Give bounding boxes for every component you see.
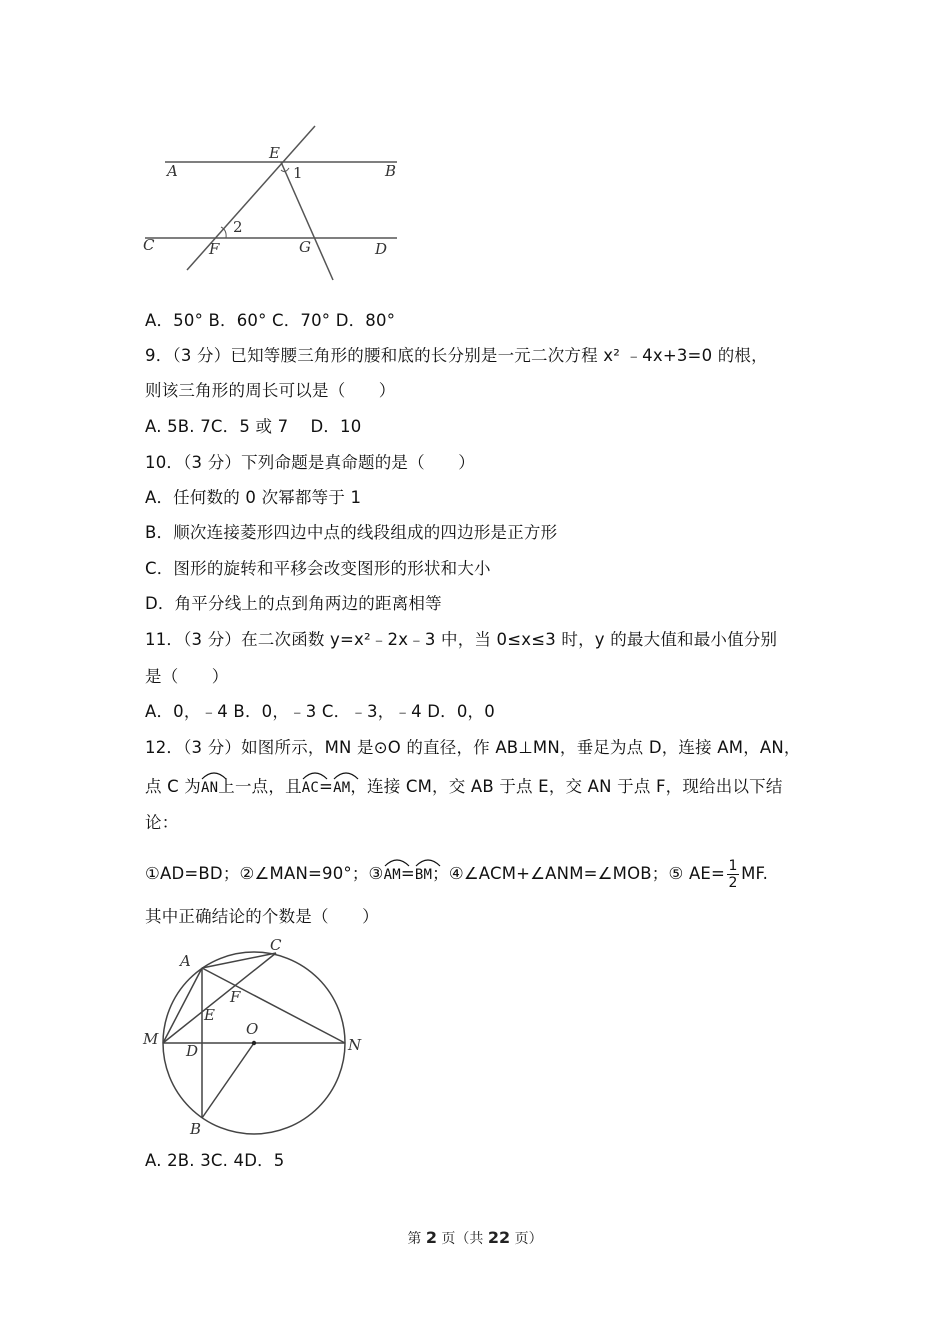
q12-conclusions-part1: ①AD=BD；②∠MAN=90°；③: [145, 864, 384, 883]
label-b: B: [385, 162, 397, 180]
label-m: M: [143, 1030, 159, 1048]
circle-figure: [138, 938, 378, 1138]
label-g: G: [299, 238, 311, 256]
q12-stem-line2: [145, 772, 783, 798]
q12-stem-line1: 12．（3 分）如图所示，MN 是⊙O 的直径，作 AB⊥MN，垂足为点 D，连接 AM，AN，: [145, 738, 801, 757]
arc-bm-label: BM: [414, 867, 433, 883]
label-angle-1: 1: [293, 164, 303, 182]
q10-option-c: C．图形的旋转和平移会改变图形的形状和大小: [145, 559, 491, 578]
label-a: A: [180, 952, 191, 970]
page-footer: [0, 1228, 950, 1248]
arc-am-2: [384, 859, 401, 885]
arc-ac-label: AC: [301, 780, 320, 796]
label-d: D: [375, 240, 388, 258]
center-point: [252, 1041, 256, 1045]
q12-text: ，连接 CM，交 AB 于点 E，交 AN 于点 F，现给出以下结: [350, 777, 783, 796]
label-o: O: [246, 1020, 259, 1038]
line-eg: [281, 162, 333, 280]
segment-ob: [202, 1043, 254, 1118]
arc-am-label: AM: [333, 780, 351, 796]
segment-am: [163, 968, 202, 1043]
q10-stem: 10．（3 分）下列命题是真命题的是（ ）: [145, 453, 475, 472]
q12-options: A. 2B. 3C. 4D．5: [145, 1151, 285, 1170]
footer-prefix: 第: [407, 1231, 426, 1247]
label-n: N: [348, 1036, 362, 1054]
arc-am-2-label: AM: [383, 867, 401, 883]
fraction-denominator: 2: [728, 875, 738, 891]
q10-option-b: B．顺次连接菱形四边中点的线段组成的四边形是正方形: [145, 523, 558, 542]
label-a: A: [167, 162, 178, 180]
footer-middle: 页（共: [436, 1231, 488, 1247]
q9-stem-line1: 9．（3 分）已知等腰三角形的腰和底的长分别是一元二次方程 x² ﹣4x+3=0 的根，: [145, 346, 768, 365]
q12-text: 点 C 为: [145, 777, 202, 796]
q11-stem-line1: 11．（3 分）在二次函数 y=x²﹣2x﹣3 中，当 0≤x≤3 时，y 的最大值和最小值分别: [145, 630, 778, 649]
q12-stem-line5: 其中正确结论的个数是（ ）: [145, 907, 379, 926]
arc-bm: [415, 859, 432, 885]
segment-ac: [202, 953, 276, 968]
footer-total-pages: 22: [487, 1228, 511, 1247]
fraction-numerator: 1: [728, 858, 738, 874]
arc-an-label: AN: [201, 780, 219, 796]
segment-an: [202, 968, 345, 1043]
q9-options: A. 5B. 7C．5 或 7 D．10: [145, 417, 362, 436]
q12-conclusions-part3: MF.: [741, 864, 769, 883]
q11-stem-line2: 是（ ）: [145, 667, 229, 686]
equals-sign: =: [400, 864, 415, 883]
equals-sign: =: [319, 777, 334, 796]
q10-option-a: A．任何数的 0 次幂都等于 1: [145, 488, 362, 507]
q12-conclusions: [145, 858, 768, 891]
label-f: F: [230, 988, 241, 1006]
arc-an: [201, 772, 218, 798]
label-angle-2: 2: [233, 218, 243, 236]
q11-options: A．0，﹣4 B．0，﹣3 C．﹣3，﹣4 D．0，0: [145, 702, 495, 721]
q12-conclusions-part2: ；④∠ACM+∠ANM=∠MOB；⑤ AE=: [432, 864, 726, 883]
footer-page-number: 2: [425, 1228, 437, 1247]
label-f: F: [209, 240, 220, 258]
q12-stem-line3: 论：: [145, 813, 179, 832]
q12-text: 上一点，且: [218, 777, 302, 796]
label-b: B: [190, 1120, 202, 1138]
q8-options: A．50° B．60° C．70° D．80°: [145, 311, 396, 330]
q10-option-d: D．角平分线上的点到角两边的距离相等: [145, 594, 442, 613]
arc-am: [333, 772, 350, 798]
angle-2-arc: [221, 227, 226, 238]
label-e: E: [269, 144, 280, 162]
label-c: C: [143, 236, 155, 254]
label-c: C: [270, 938, 282, 954]
label-e: E: [204, 1006, 215, 1024]
footer-suffix: 页）: [510, 1231, 543, 1247]
parallel-lines-figure: [135, 118, 415, 288]
q9-stem-line2: 则该三角形的周长可以是（ ）: [145, 381, 396, 400]
label-d: D: [186, 1042, 199, 1060]
line-ef: [187, 126, 315, 270]
fraction-one-half: [727, 858, 739, 891]
arc-ac: [302, 772, 319, 798]
